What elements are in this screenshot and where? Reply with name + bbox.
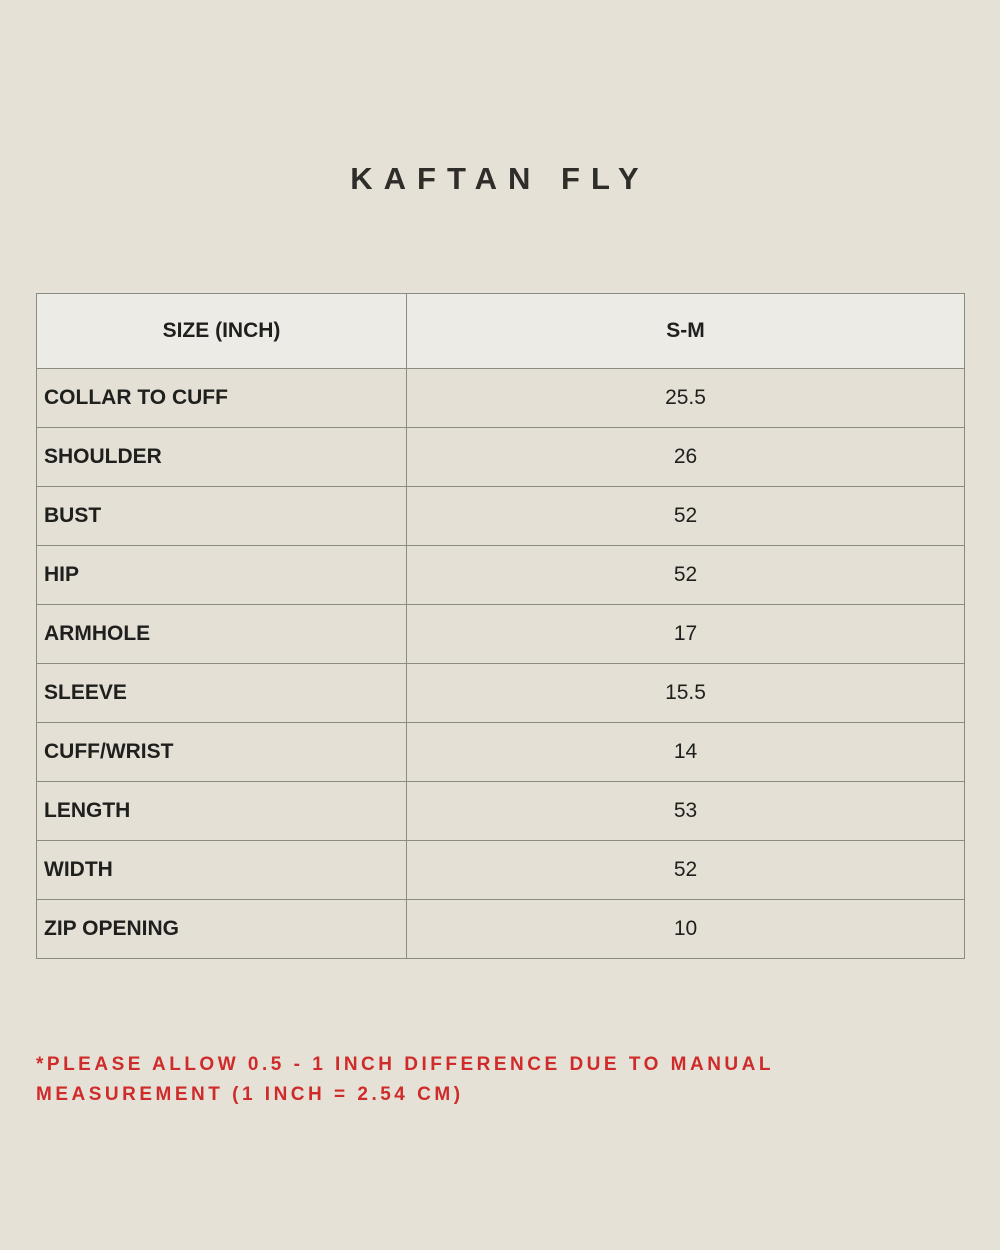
measurement-label: SHOULDER	[37, 428, 407, 487]
table-row	[37, 605, 965, 664]
table-row	[37, 546, 965, 605]
measurement-value: 17	[407, 605, 965, 664]
measurement-value: 15.5	[407, 664, 965, 723]
measurement-label: ZIP OPENING	[37, 900, 407, 959]
table-row	[37, 841, 965, 900]
size-chart-table	[36, 293, 965, 959]
measurement-label: CUFF/WRIST	[37, 723, 407, 782]
page-title: KAFTAN FLY	[350, 161, 650, 196]
measurement-disclaimer-note: *PLEASE ALLOW 0.5 - 1 INCH DIFFERENCE DUE TO MANUAL MEASUREMENT (1 INCH = 2.54 CM)	[36, 1054, 774, 1106]
column-header-size-inch: SIZE (INCH)	[37, 294, 407, 369]
measurement-label: HIP	[37, 546, 407, 605]
measurement-value: 10	[407, 900, 965, 959]
table-row	[37, 369, 965, 428]
measurement-label: ARMHOLE	[37, 605, 407, 664]
column-header-size-sm: S-M	[407, 294, 965, 369]
table-row	[37, 487, 965, 546]
measurement-label: SLEEVE	[37, 664, 407, 723]
measurement-value: 14	[407, 723, 965, 782]
table-row	[37, 782, 965, 841]
measurement-label: BUST	[37, 487, 407, 546]
table-row	[37, 723, 965, 782]
measurement-value: 52	[407, 487, 965, 546]
measurement-label: COLLAR TO CUFF	[37, 369, 407, 428]
measurement-label: LENGTH	[37, 782, 407, 841]
table-header-row	[37, 294, 965, 369]
measurement-value: 53	[407, 782, 965, 841]
measurement-value: 52	[407, 546, 965, 605]
measurement-value: 26	[407, 428, 965, 487]
table-row	[37, 428, 965, 487]
measurement-value: 25.5	[407, 369, 965, 428]
table-row	[37, 664, 965, 723]
measurement-label: WIDTH	[37, 841, 407, 900]
measurement-value: 52	[407, 841, 965, 900]
table-row	[37, 900, 965, 959]
